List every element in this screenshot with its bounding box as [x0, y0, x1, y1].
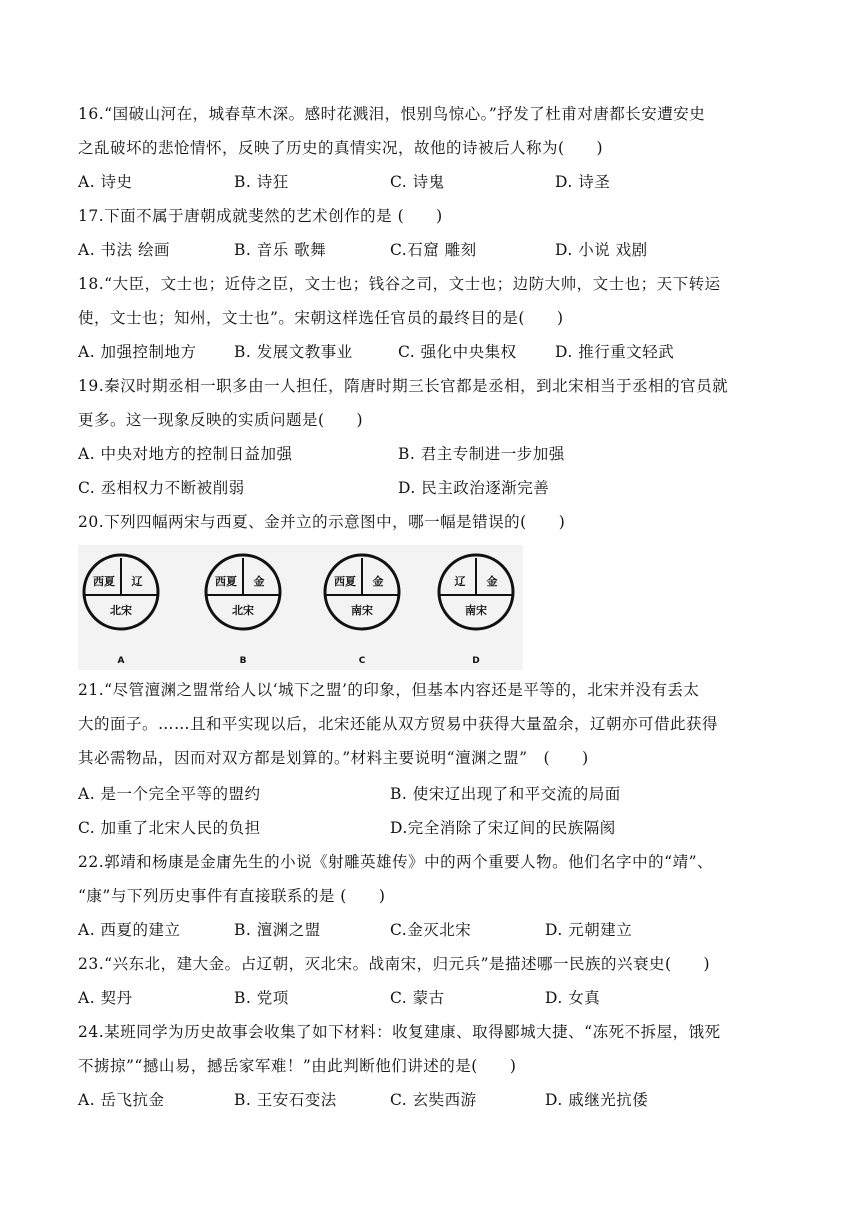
map-b-bottom: 北宋	[232, 604, 254, 617]
q24-stem-line-1: 24.某班同学为历史故事会收集了如下材料：收复建康、取得郾城大捷、“冻死不拆屋，饿死	[78, 1023, 721, 1041]
q19-option-b: B. 君主专制进一步加强	[398, 445, 565, 463]
q22-stem-line-2: “康”与下列历史事件有直接联系的是 ( )	[78, 887, 386, 905]
q17-stem-line-1: 17.下面不属于唐朝成就斐然的艺术创作的是 ( )	[78, 207, 443, 225]
q17-option-c: C.石窟 雕刻	[390, 241, 477, 259]
map-d-bottom: 南宋	[465, 604, 487, 617]
q19-stem-line-1: 19.秦汉时期丞相一职多由一人担任，隋唐时期三长官都是丞相，到北宋相当于丞相的官员就	[78, 377, 729, 395]
q23-option-b: B. 党项	[234, 989, 289, 1007]
q21-option-a: A. 是一个完全平等的盟约	[78, 785, 261, 803]
map-c-top-right: 金	[372, 575, 384, 588]
map-b-letter: B	[239, 656, 247, 666]
map-c-letter: C	[358, 656, 366, 666]
q22-option-a: A. 西夏的建立	[78, 921, 181, 939]
map-a-letter: A	[117, 656, 125, 666]
q18-option-d: D. 推行重文轻武	[555, 343, 675, 361]
q18-stem-line-2: 使，文士也；知州，文士也”。宋朝这样选任官员的最终目的是( )	[78, 309, 564, 327]
q21-option-b: B. 使宋辽出现了和平交流的局面	[390, 785, 621, 803]
map-a-top-left: 西夏	[93, 575, 115, 588]
q22-option-b: B. 澶渊之盟	[234, 921, 321, 939]
map-c	[325, 555, 399, 666]
q22-option-d: D. 元朝建立	[545, 921, 633, 939]
q19-stem-line-2: 更多。这一现象反映的实质问题是( )	[78, 411, 364, 429]
q17-option-d: D. 小说 戏剧	[555, 241, 648, 259]
q16-option-d: D. 诗圣	[555, 173, 611, 191]
map-c-top-left: 西夏	[334, 575, 356, 588]
q21-stem-line-1: 21.“尽管澶渊之盟常给人以‘城下之盟’的印象，但基本内容还是平等的，北宋并没有丢太	[78, 681, 700, 699]
q23-stem-line-1: 23.“兴东北，建大金。占辽朝，灭北宋。战南宋，归元兵”是描述哪一民族的兴衰史( )	[78, 955, 711, 973]
q20-maps-figure	[78, 545, 523, 670]
q19-option-a: A. 中央对地方的控制日益加强	[78, 445, 293, 463]
map-b-top-right: 金	[253, 575, 265, 588]
q24-stem-line-2: 不掳掠”“撼山易，撼岳家军难！”由此判断他们讲述的是( )	[78, 1057, 517, 1075]
q18-option-b: B. 发展文教事业	[234, 343, 353, 361]
q17-option-b: B. 音乐 歌舞	[234, 241, 327, 259]
q21-option-d: D.完全消除了宋辽间的民族隔阂	[390, 819, 616, 837]
q22-stem-line-1: 22.郭靖和杨康是金庸先生的小说《射雕英雄传》中的两个重要人物。他们名字中的“靖”、	[78, 853, 714, 871]
map-c-bottom: 南宋	[351, 604, 373, 617]
map-a-bottom: 北宋	[110, 604, 132, 617]
q21-stem-line-3: 其必需物品，因而对双方都是划算的。”材料主要说明“澶渊之盟” ( )	[78, 749, 589, 767]
q16-option-c: C. 诗鬼	[390, 173, 445, 191]
map-d-top-left: 辽	[454, 575, 466, 588]
map-d-top-right: 金	[486, 575, 498, 588]
q16-option-b: B. 诗狂	[234, 173, 289, 191]
map-b	[206, 555, 280, 666]
q16-stem-line-2: 之乱破坏的悲怆情怀，反映了历史的真情实况，故他的诗被后人称为( )	[78, 139, 604, 157]
q16-stem-line-1: 16.“国破山河在，城春草木深。感时花溅泪，恨别鸟惊心。”抒发了杜甫对唐都长安遭安史	[78, 105, 706, 123]
map-d-letter: D	[472, 656, 480, 666]
q18-stem-line-1: 18.“大臣，文士也；近侍之臣，文士也；钱谷之司，文士也；边防大帅，文士也；天下转运	[78, 275, 721, 293]
q18-option-a: A. 加强控制地方	[78, 343, 197, 361]
map-b-top-left: 西夏	[215, 575, 237, 588]
q24-option-a: A. 岳飞抗金	[78, 1091, 165, 1109]
q21-option-c: C. 加重了北宋人民的负担	[78, 819, 261, 837]
map-a	[84, 555, 158, 666]
map-d	[439, 555, 513, 666]
q24-option-c: C. 玄奘西游	[390, 1091, 477, 1109]
q23-option-c: C. 蒙古	[390, 989, 445, 1007]
q20-stem-line-1: 20.下列四幅两宋与西夏、金并立的示意图中，哪一幅是错误的( )	[78, 513, 566, 531]
q20-maps-svg	[78, 545, 523, 670]
q21-stem-line-2: 大的面子。……且和平实现以后，北宋还能从双方贸易中获得大量盈余，辽朝亦可借此获得	[78, 715, 719, 733]
q18-option-c: C. 强化中央集权	[398, 343, 517, 361]
q22-option-c: C.金灭北宋	[390, 921, 472, 939]
q16-option-a: A. 诗史	[78, 173, 133, 191]
q19-option-c: C. 丞相权力不断被削弱	[78, 479, 245, 497]
q24-option-b: B. 王安石变法	[234, 1091, 337, 1109]
q19-option-d: D. 民主政治逐渐完善	[398, 479, 550, 497]
q24-option-d: D. 戚继光抗倭	[545, 1091, 649, 1109]
map-a-top-right: 辽	[131, 575, 143, 588]
q23-option-d: D. 女真	[545, 989, 601, 1007]
q17-option-a: A. 书法 绘画	[78, 241, 170, 259]
q23-option-a: A. 契丹	[78, 989, 133, 1007]
